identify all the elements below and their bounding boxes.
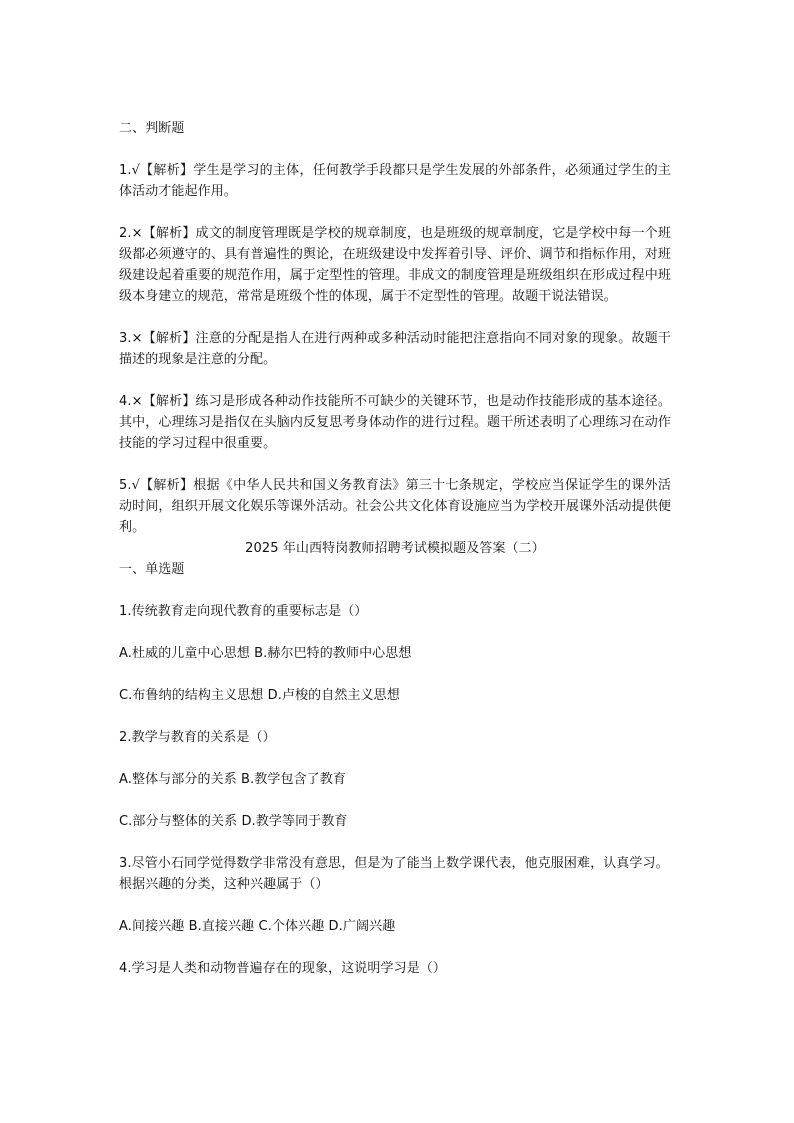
question-2-stem: 2.教学与教育的关系是（） bbox=[119, 730, 276, 745]
document-title: 2025 年山西特岗教师招聘考试模拟题及答案（二） bbox=[245, 541, 545, 556]
question-1-stem: 1.传统教育走向现代教育的重要标志是（） bbox=[119, 604, 368, 619]
question-1-options-row-2: C.布鲁纳的结构主义思想 D.卢梭的自然主义思想 bbox=[119, 688, 400, 703]
document-content bbox=[119, 118, 671, 1000]
question-3-options-row-1: A.间接兴趣 B.直接兴趣 C.个体兴趣 D.广阔兴趣 bbox=[119, 919, 396, 934]
question-4-stem: 4.学习是人类和动物普遍存在的现象，这说明学习是（） bbox=[119, 961, 447, 976]
judgment-item-2: 2.×【解析】成文的制度管理既是学校的规章制度，也是班级的规章制度，它是学校中每一个班级都必须遵守的、具有普遍性的舆论，在班级建设中发挥着引导、评价、调节和指标作用，对班级建设起着重要的规范作用，属于定型性的管理。非成文的制度管理是班级组织在形成过程中班级本身建立的规范，常常是班级个性的体现，属于不定型性的管理。故题干说法错误。 bbox=[119, 226, 671, 304]
question-2-options-row-1: A.整体与部分的关系 B.教学包含了教育 bbox=[119, 772, 346, 787]
question-2-options-row-2: C.部分与整体的关系 D.教学等同于教育 bbox=[119, 814, 348, 829]
judgment-item-3: 3.×【解析】注意的分配是指人在进行两种或多种活动时能把注意指向不同对象的现象。故题干描述的现象是注意的分配。 bbox=[119, 331, 671, 367]
question-3-stem: 3.尽管小石同学觉得数学非常没有意思，但是为了能当上数学课代表，他克服困难，认真学习。根据兴趣的分类，这种兴趣属于（） bbox=[119, 856, 669, 892]
judgment-section-heading: 二、判断题 bbox=[119, 121, 185, 136]
single-choice-section-heading: 一、单选题 bbox=[119, 562, 185, 577]
question-1-options-row-1: A.杜威的儿童中心思想 B.赫尔巴特的教师中心思想 bbox=[119, 646, 412, 661]
judgment-item-5: 5.√【解析】根据《中华人民共和国义务教育法》第三十七条规定，学校应当保证学生的课外活动时间，组织开展文化娱乐等课外活动。社会公共文化体育设施应当为学校开展课外活动提供便利。 bbox=[119, 478, 671, 535]
judgment-item-1: 1.√【解析】学生是学习的主体，任何教学手段都只是学生发展的外部条件，必须通过学生的主体活动才能起作用。 bbox=[119, 163, 671, 199]
judgment-item-4: 4.×【解析】练习是形成各种动作技能所不可缺少的关键环节，也是动作技能形成的基本途径。其中，心理练习是指仅在头脑内反复思考身体动作的进行过程。题干所述表明了心理练习在动作技能的学习过程中很重要。 bbox=[119, 394, 671, 451]
